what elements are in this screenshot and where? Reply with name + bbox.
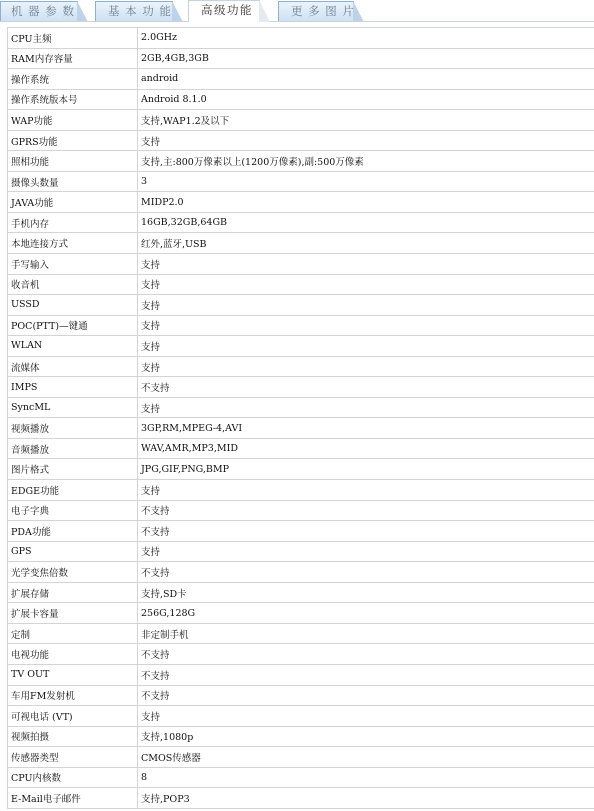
spec-row bbox=[8, 500, 594, 521]
spec-row bbox=[8, 336, 594, 357]
tab-machine-params[interactable]: 机 器 参 数 bbox=[0, 1, 78, 21]
spec-row bbox=[8, 644, 594, 665]
spec-value: 不支持 bbox=[138, 644, 594, 665]
spec-value: 支持,1080p bbox=[138, 726, 594, 747]
spec-label: 电子字典 bbox=[8, 500, 138, 521]
spec-label: CPU主频 bbox=[8, 28, 138, 49]
spec-label: RAM内存容量 bbox=[8, 48, 138, 69]
tab-advanced-functions[interactable]: 高级功能 bbox=[188, 0, 260, 22]
spec-row bbox=[8, 521, 594, 542]
spec-value: 支持 bbox=[138, 254, 594, 275]
spec-label: EDGE功能 bbox=[8, 480, 138, 501]
spec-label: 照相功能 bbox=[8, 151, 138, 172]
spec-label: 流媒体 bbox=[8, 356, 138, 377]
spec-label: 图片格式 bbox=[8, 459, 138, 480]
spec-row bbox=[8, 685, 594, 706]
spec-row bbox=[8, 788, 594, 809]
spec-row bbox=[8, 418, 594, 439]
spec-row bbox=[8, 192, 594, 213]
spec-value: 支持 bbox=[138, 295, 594, 316]
spec-label: 可视电话 (VT) bbox=[8, 706, 138, 727]
spec-row bbox=[8, 438, 594, 459]
spec-value: 不支持 bbox=[138, 685, 594, 706]
spec-value: 红外,蓝牙,USB bbox=[138, 233, 594, 254]
spec-label: 光学变焦倍数 bbox=[8, 562, 138, 583]
spec-row bbox=[8, 48, 594, 69]
spec-label: 操作系统版本号 bbox=[8, 89, 138, 110]
spec-row bbox=[8, 541, 594, 562]
spec-label: WAP功能 bbox=[8, 110, 138, 131]
spec-value: 8 bbox=[138, 767, 594, 788]
spec-value: 支持 bbox=[138, 315, 594, 336]
spec-row bbox=[8, 562, 594, 583]
spec-row bbox=[8, 767, 594, 788]
spec-value: 2.0GHz bbox=[138, 28, 594, 49]
spec-label: WLAN bbox=[8, 336, 138, 357]
spec-label: 音频播放 bbox=[8, 438, 138, 459]
spec-row bbox=[8, 110, 594, 131]
spec-value: 256G,128G bbox=[138, 603, 594, 624]
spec-row bbox=[8, 397, 594, 418]
spec-value: 3GP,RM,MPEG-4,AVI bbox=[138, 418, 594, 439]
spec-value: Android 8.1.0 bbox=[138, 89, 594, 110]
spec-row bbox=[8, 69, 594, 90]
spec-row bbox=[8, 171, 594, 192]
spec-label: GPRS功能 bbox=[8, 130, 138, 151]
spec-value: 不支持 bbox=[138, 521, 594, 542]
spec-label: 视频拍摄 bbox=[8, 726, 138, 747]
tab-bar bbox=[0, 0, 594, 22]
spec-label: 收音机 bbox=[8, 274, 138, 295]
spec-value: 不支持 bbox=[138, 377, 594, 398]
spec-row bbox=[8, 295, 594, 316]
spec-value: 支持 bbox=[138, 706, 594, 727]
spec-value: MIDP2.0 bbox=[138, 192, 594, 213]
spec-label: POC(PTT)—键通 bbox=[8, 315, 138, 336]
spec-row bbox=[8, 130, 594, 151]
spec-value: 支持 bbox=[138, 336, 594, 357]
spec-label: 操作系统 bbox=[8, 69, 138, 90]
spec-label: 摄像头数量 bbox=[8, 171, 138, 192]
spec-table bbox=[7, 27, 594, 809]
spec-label: SyncML bbox=[8, 397, 138, 418]
spec-label: E-Mail电子邮件 bbox=[8, 788, 138, 809]
spec-row bbox=[8, 623, 594, 644]
spec-label: TV OUT bbox=[8, 664, 138, 685]
spec-row bbox=[8, 233, 594, 254]
spec-label: CPU内核数 bbox=[8, 767, 138, 788]
spec-label: 扩展卡容量 bbox=[8, 603, 138, 624]
spec-value: WAV,AMR,MP3,MID bbox=[138, 438, 594, 459]
spec-value: 3 bbox=[138, 171, 594, 192]
spec-row bbox=[8, 254, 594, 275]
tab-more-images[interactable]: 更 多 图 片 bbox=[278, 1, 354, 21]
spec-label: 定制 bbox=[8, 623, 138, 644]
spec-value: 支持 bbox=[138, 541, 594, 562]
spec-value: 支持 bbox=[138, 397, 594, 418]
spec-row bbox=[8, 377, 594, 398]
spec-row bbox=[8, 212, 594, 233]
spec-value: JPG,GIF,PNG,BMP bbox=[138, 459, 594, 480]
spec-row bbox=[8, 480, 594, 501]
spec-value: CMOS传感器 bbox=[138, 747, 594, 768]
spec-label: 扩展存储 bbox=[8, 582, 138, 603]
spec-label: JAVA功能 bbox=[8, 192, 138, 213]
spec-label: 手写输入 bbox=[8, 254, 138, 275]
spec-value: 支持 bbox=[138, 480, 594, 501]
tab-basic-functions[interactable]: 基 本 功 能 bbox=[95, 1, 173, 21]
spec-value: 支持,POP3 bbox=[138, 788, 594, 809]
spec-label: 手机内存 bbox=[8, 212, 138, 233]
spec-label: GPS bbox=[8, 541, 138, 562]
spec-label: 车用FM发射机 bbox=[8, 685, 138, 706]
spec-row bbox=[8, 706, 594, 727]
spec-row bbox=[8, 747, 594, 768]
spec-row bbox=[8, 356, 594, 377]
spec-value: 不支持 bbox=[138, 562, 594, 583]
spec-row bbox=[8, 664, 594, 685]
spec-row bbox=[8, 726, 594, 747]
spec-value: 2GB,4GB,3GB bbox=[138, 48, 594, 69]
spec-value: 支持 bbox=[138, 274, 594, 295]
spec-table-body bbox=[8, 28, 594, 809]
spec-row bbox=[8, 315, 594, 336]
spec-label: 电视功能 bbox=[8, 644, 138, 665]
spec-value: 非定制手机 bbox=[138, 623, 594, 644]
spec-row bbox=[8, 582, 594, 603]
spec-row bbox=[8, 459, 594, 480]
spec-value: 支持,主:800万像素以上(1200万像素),副:500万像素 bbox=[138, 151, 594, 172]
spec-label: 本地连接方式 bbox=[8, 233, 138, 254]
spec-row bbox=[8, 151, 594, 172]
spec-row bbox=[8, 28, 594, 49]
spec-row bbox=[8, 274, 594, 295]
spec-value: 支持,WAP1.2及以下 bbox=[138, 110, 594, 131]
spec-label: USSD bbox=[8, 295, 138, 316]
spec-label: 传感器类型 bbox=[8, 747, 138, 768]
spec-value: 不支持 bbox=[138, 500, 594, 521]
spec-value: 不支持 bbox=[138, 664, 594, 685]
spec-row bbox=[8, 89, 594, 110]
spec-label: PDA功能 bbox=[8, 521, 138, 542]
spec-value: 支持 bbox=[138, 356, 594, 377]
spec-value: 支持,SD卡 bbox=[138, 582, 594, 603]
spec-value: android bbox=[138, 69, 594, 90]
tab-divider bbox=[0, 21, 594, 22]
spec-value: 支持 bbox=[138, 130, 594, 151]
spec-label: 视频播放 bbox=[8, 418, 138, 439]
spec-value: 16GB,32GB,64GB bbox=[138, 212, 594, 233]
spec-row bbox=[8, 603, 594, 624]
spec-label: IMPS bbox=[8, 377, 138, 398]
